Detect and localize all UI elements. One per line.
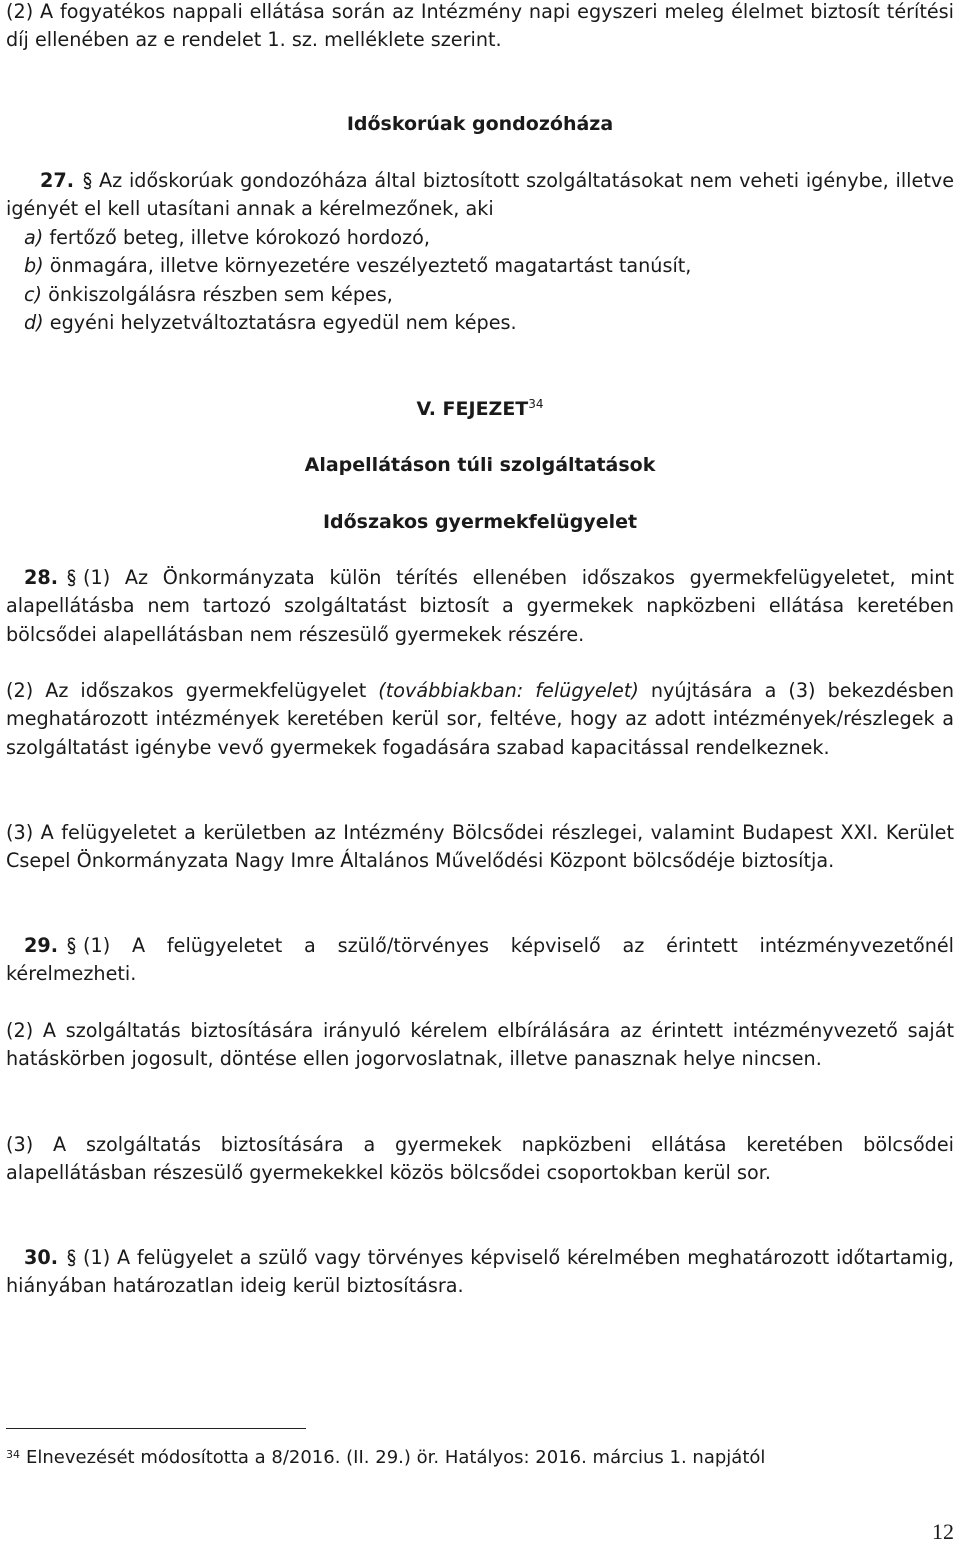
section-29-paragraph-1: 29. (1) A felügyeletet a szülő/törvényes képviselő az érintett intézményvezetőnél kérelmezheti. (6, 934, 954, 986)
section-28-paragraph-3: (3) A felügyeletet a kerületben az Intézmény Bölcsődei részlegei, valamint Budapest XXI. Kerület Csepel Önkormányzata Nagy Imre Általános Művelődési Központ bölcsődéje biztosítja. (6, 821, 954, 873)
page-number: 12 (932, 1519, 954, 1544)
section-28-paragraph-2: (2) Az időszakos gyermekfelügyelet (továbbiakban: felügyelet) nyújtására a (3) bekezdésben meghatározott intézmények keretében kerül sor, feltéve, hogy az adott intézmények/részlegek a szolgáltatást igénybe vevő gyermekek fogadására szabad kapacitással rendelkeznek. (6, 679, 954, 759)
section-28-paragraph-1: 28. (1) Az Önkormányzata külön térítés ellenében időszakos gyermekfelügyeletet, mint alapellátásba nem tartozó szolgáltatást biztosít a gyermekek napközbeni ellátása keretében bölcsődei alapellátásban nem részesülő gyermekek részére. (6, 566, 954, 646)
section-sign-icon (66, 937, 77, 955)
heading-beyond-basic-services: Alapellátáson túli szolgáltatások (304, 454, 656, 476)
list-item: a) fertőző beteg, illetve kórokozó hordozó, (24, 226, 430, 249)
list-item: b) önmagára, illetve környezetére veszélyeztető magatartást tanúsít, (24, 254, 692, 278)
section-sign-icon (66, 1249, 77, 1267)
chapter-heading: V. FEJEZET$^{34}$ (416, 397, 544, 420)
section-30-paragraph-1: 30. (1) A felügyelet a szülő vagy törvényes képviselő kérelmében meghatározott időtartamig, hiányában határozatlan ideig kerül biztosításra. (6, 1246, 954, 1298)
footnote-reference: 34 (528, 397, 544, 411)
section-number: 30. (24, 1246, 58, 1269)
paragraph-daycare-meals: (2) A fogyatékos nappali ellátása során az Intézmény napi egyszeri meleg élelmet biztosít térítési díj ellenében az e rendelet 1. sz. melléklete szerint. (6, 0, 954, 52)
heading-occasional-childcare: Időszakos gyermekfelügyelet (322, 511, 638, 533)
list-item: d) egyéni helyzetváltoztatásra egyedül nem képes. (24, 311, 517, 335)
footnote-separator (6, 1428, 306, 1429)
footnote (6, 1442, 765, 1471)
section-number: 28. (24, 566, 58, 589)
section-number: 29. (24, 934, 58, 957)
section-number: 27. (40, 169, 74, 192)
section-27 (6, 167, 954, 224)
section-27-text: Az időskorúak gondozóháza által biztosított szolgáltatásokat nem veheti igénybe, illetve igényét el kell utasítani annak a kérelmezőnek, aki (6, 169, 954, 221)
section-29-paragraph-3: (3) A szolgáltatás biztosítására a gyermekek napközbeni ellátása keretében bölcsődei alapellátásban részesülő gyermekekkel közös bölcsődei csoportokban kerül sor. (6, 1133, 954, 1185)
section-sign-icon (82, 172, 93, 190)
section-29-paragraph-2: (2) A szolgáltatás biztosítására irányuló kérelem elbírálására az érintett intézményvezető saját hatáskörben jogosult, döntése ellen jogorvoslatnak, illetve panasznak helye nincsen. (6, 1019, 954, 1071)
footnote-number: 34 (6, 1448, 20, 1461)
footnote-text: Elnevezését módosította a 8/2016. (II. 29.) ör. Hatályos: 2016. március 1. napjától (26, 1447, 766, 1468)
section-27-list (24, 224, 954, 338)
section-sign-icon (66, 569, 77, 587)
list-item: c) önkiszolgálásra részben sem képes, (24, 282, 393, 306)
heading-elderly-care-home: Időskorúak gondozóháza (346, 113, 614, 135)
